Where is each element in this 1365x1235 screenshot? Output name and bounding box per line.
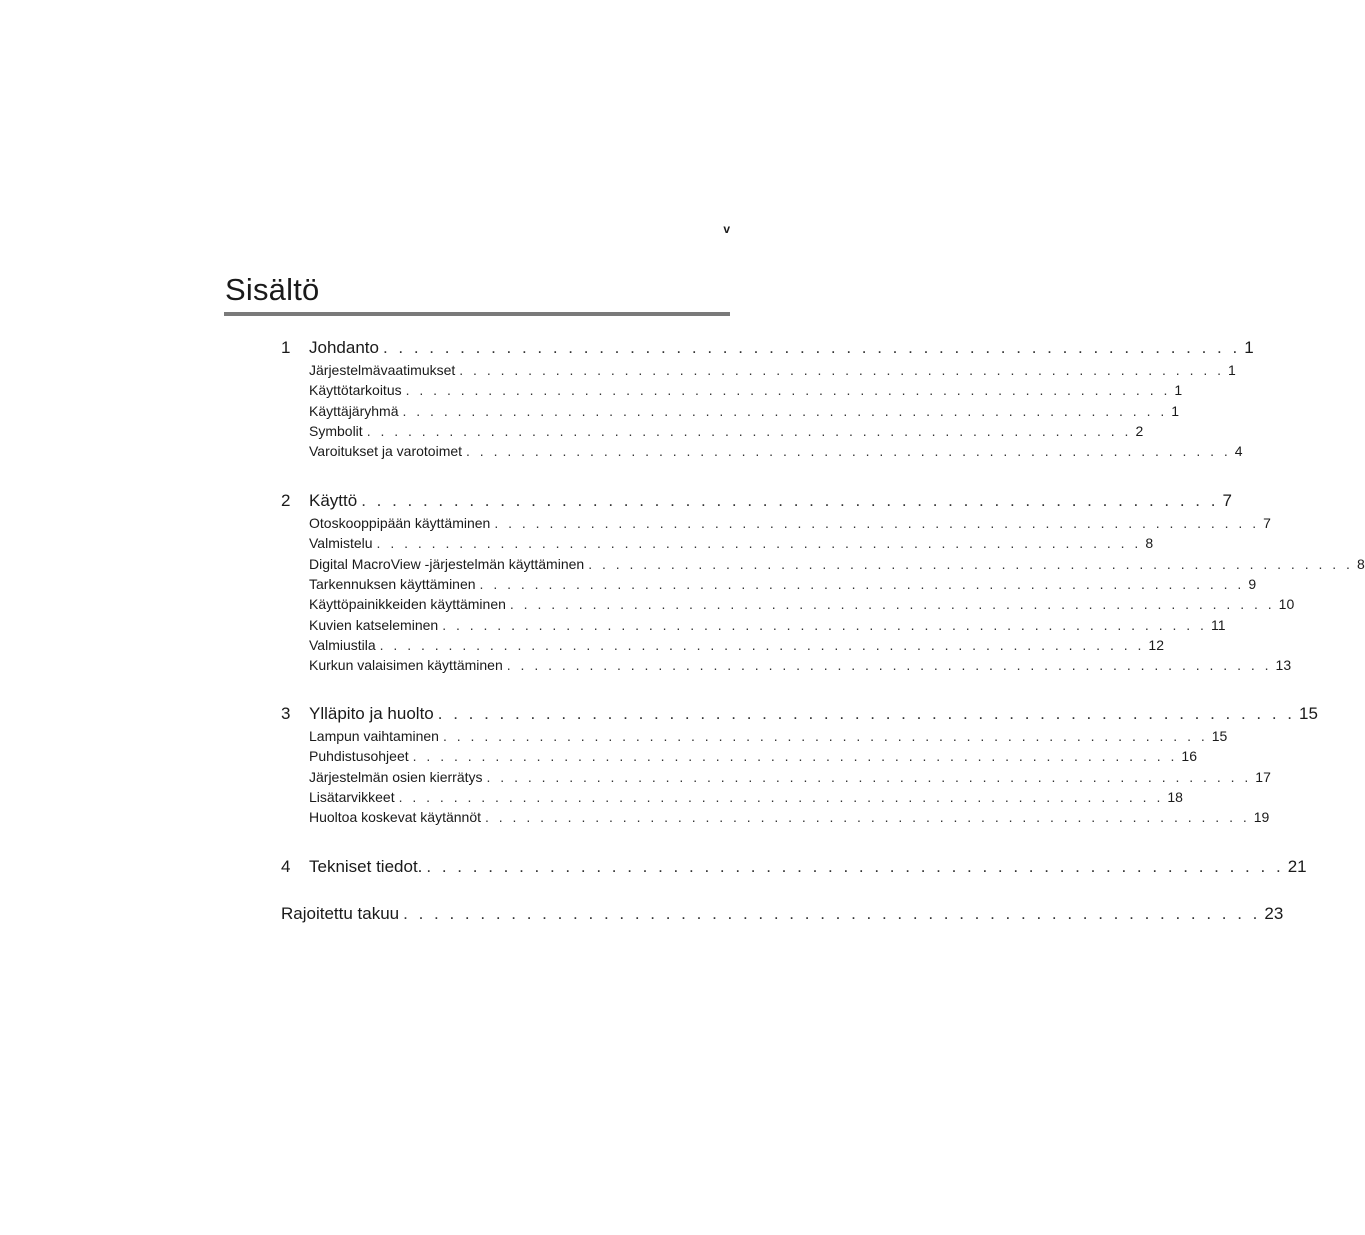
toc-item-page: 2 <box>1135 423 1144 439</box>
toc-item[interactable] <box>309 596 1295 615</box>
toc-dot-leader: . . . . . . . . . . . . . . . . . . . . . . . . . . . . . . . . . . . . . . . . . . . . . . . . . . . . . . . . <box>376 535 1142 551</box>
toc-chapter-title: Käyttö <box>309 491 358 510</box>
toc-dot-leader: . . . . . . . . . . . . . . . . . . . . . . . . . . . . . . . . . . . . . . . . . . . . . . . . . . . . . . . . <box>405 382 1171 398</box>
toc-chapter-page: 1 <box>1244 338 1254 357</box>
toc-item-page: 7 <box>1263 515 1271 531</box>
toc-dot-leader: . . . . . . . . . . . . . . . . . . . . . . . . . . . . . . . . . . . . . . . . . . . . . . . . . . . . . . . . <box>466 443 1231 459</box>
toc-item[interactable] <box>309 362 1236 381</box>
toc-dot-leader: . . . . . . . . . . . . . . . . . . . . . . . . . . . . . . . . . . . . . . . . . . . . . . . . . . . . . . . . <box>366 423 1132 439</box>
toc-dot-leader: . . . . . . . . . . . . . . . . . . . . . . . . . . . . . . . . . . . . . . . . . . . . . . . . . . . . . . . . <box>479 576 1245 592</box>
toc-item-page: 9 <box>1248 576 1257 592</box>
toc-item-page: 12 <box>1148 637 1164 653</box>
toc-item-title: Kuvien katseleminen <box>309 617 439 633</box>
toc-item-title: Järjestelmän osien kierrätys <box>309 769 483 785</box>
toc-item[interactable] <box>309 423 1144 442</box>
toc-chapter-number: 1 <box>281 338 291 357</box>
toc-item-page: 18 <box>1167 789 1183 805</box>
toc-item-page: 4 <box>1234 443 1243 459</box>
toc-dot-leader: . . . . . . . . . . . . . . . . . . . . . . . . . . . . . . . . . . . . . . . . . . . . . . . . . . . . . . . . <box>403 904 1261 923</box>
toc-chapter-number: 4 <box>281 857 291 876</box>
toc-item-page: 15 <box>1211 728 1228 744</box>
toc-item[interactable] <box>309 789 1183 808</box>
toc-dot-leader: . . . . . . . . . . . . . . . . . . . . . . . . . . . . . . . . . . . . . . . . . . . . . . . . . . . . . . . . <box>426 857 1284 876</box>
toc-item[interactable] <box>309 657 1292 676</box>
toc-item-title: Käyttöpainikkeiden käyttäminen <box>309 596 506 612</box>
toc-item[interactable] <box>309 515 1271 534</box>
toc-item[interactable] <box>309 748 1197 767</box>
toc-item-page: 19 <box>1253 809 1270 825</box>
toc-item-title: Lampun vaihtaminen <box>309 728 439 744</box>
toc-item-title: Otoskooppipään käyttäminen <box>309 515 491 531</box>
toc-dot-leader: . . . . . . . . . . . . . . . . . . . . . . . . . . . . . . . . . . . . . . . . . . . . . . . . . . . . . . . . <box>506 657 1272 673</box>
toc-item-page: 8 <box>1145 535 1154 551</box>
toc-item-title: Valmiustila <box>309 637 376 653</box>
toc-item-page: 17 <box>1255 769 1271 785</box>
toc-item-page: 1 <box>1228 362 1236 378</box>
toc-chapter-title: Johdanto <box>309 338 379 357</box>
toc-dot-leader: . . . . . . . . . . . . . . . . . . . . . . . . . . . . . . . . . . . . . . . . . . . . . . . . . . . . . . . . <box>494 515 1260 531</box>
toc-chapter-page: 21 <box>1287 857 1307 876</box>
toc-dot-leader: . . . . . . . . . . . . . . . . . . . . . . . . . . . . . . . . . . . . . . . . . . . . . . . . . . . . . . . . <box>588 556 1353 572</box>
page-title: Sisältö <box>225 272 320 307</box>
toc-dot-leader: . . . . . . . . . . . . . . . . . . . . . . . . . . . . . . . . . . . . . . . . . . . . . . . . . . . . . . . . <box>437 704 1296 723</box>
toc-chapter-page: 7 <box>1222 491 1232 510</box>
page-number: v <box>723 222 730 236</box>
toc-item-title: Huoltoa koskevat käytännöt <box>309 809 481 825</box>
toc-item[interactable] <box>309 576 1257 595</box>
toc-item-title: Varoitukset ja varotoimet <box>309 443 463 459</box>
toc-item-page: 1 <box>1174 382 1183 398</box>
toc-item[interactable] <box>309 535 1154 554</box>
toc-dot-leader: . . . . . . . . . . . . . . . . . . . . . . . . . . . . . . . . . . . . . . . . . . . . . . . . . . . . . . . . <box>442 617 1207 633</box>
toc-item-page: 11 <box>1210 617 1226 633</box>
toc-item[interactable] <box>309 443 1243 462</box>
toc-item-title: Symbolit <box>309 423 363 439</box>
title-rule <box>224 312 730 316</box>
toc-item-title: Tarkennuksen käyttäminen <box>309 576 476 592</box>
toc-dot-leader: . . . . . . . . . . . . . . . . . . . . . . . . . . . . . . . . . . . . . . . . . . . . . . . . . . . . . . . . <box>442 728 1208 744</box>
toc-dot-leader: . . . . . . . . . . . . . . . . . . . . . . . . . . . . . . . . . . . . . . . . . . . . . . . . . . . . . . . . <box>486 769 1252 785</box>
toc-chapter-page: 23 <box>1264 904 1284 923</box>
toc-dot-leader: . . . . . . . . . . . . . . . . . . . . . . . . . . . . . . . . . . . . . . . . . . . . . . . . . . . . . . . . <box>379 637 1145 653</box>
toc-dot-leader: . . . . . . . . . . . . . . . . . . . . . . . . . . . . . . . . . . . . . . . . . . . . . . . . . . . . . . . . <box>398 789 1164 805</box>
toc-chapter-title: Ylläpito ja huolto <box>309 704 434 723</box>
toc-chapter[interactable] <box>281 904 1284 926</box>
toc-item-title: Järjestelmävaatimukset <box>309 362 456 378</box>
toc-item[interactable] <box>309 403 1180 422</box>
toc-chapter-title: Tekniset tiedot. <box>309 857 423 876</box>
toc-item-title: Lisätarvikkeet <box>309 789 395 805</box>
toc-dot-leader: . . . . . . . . . . . . . . . . . . . . . . . . . . . . . . . . . . . . . . . . . . . . . . . . . . . . . . . . <box>382 338 1241 357</box>
toc-chapter[interactable] <box>281 338 1254 360</box>
toc-chapter-number: 3 <box>281 704 291 723</box>
toc-item[interactable] <box>309 728 1228 747</box>
toc-item-page: 1 <box>1171 403 1180 419</box>
toc-item[interactable] <box>309 617 1226 636</box>
toc-item-title: Digital MacroView -järjestelmän käyttäminen <box>309 556 585 572</box>
toc-chapter[interactable] <box>281 704 1318 726</box>
toc-item-title: Käyttötarkoitus <box>309 382 402 398</box>
toc-chapter-title: Rajoitettu takuu <box>281 904 400 923</box>
toc-item-page: 13 <box>1275 657 1292 673</box>
toc-item-page: 16 <box>1181 748 1197 764</box>
toc-item-title: Puhdistusohjeet <box>309 748 409 764</box>
toc-dot-leader: . . . . . . . . . . . . . . . . . . . . . . . . . . . . . . . . . . . . . . . . . . . . . . . . . . . . . . . . <box>459 362 1225 378</box>
toc-item-title: Valmistelu <box>309 535 373 551</box>
toc-dot-leader: . . . . . . . . . . . . . . . . . . . . . . . . . . . . . . . . . . . . . . . . . . . . . . . . . . . . . . . . <box>402 403 1168 419</box>
toc-dot-leader: . . . . . . . . . . . . . . . . . . . . . . . . . . . . . . . . . . . . . . . . . . . . . . . . . . . . . . . . <box>412 748 1178 764</box>
toc-dot-leader: . . . . . . . . . . . . . . . . . . . . . . . . . . . . . . . . . . . . . . . . . . . . . . . . . . . . . . . . <box>509 596 1275 612</box>
toc-chapter-page: 15 <box>1299 704 1318 723</box>
toc-item[interactable] <box>309 556 1365 575</box>
toc-item[interactable] <box>309 809 1270 828</box>
toc-item-title: Kurkun valaisimen käyttäminen <box>309 657 503 673</box>
toc-item[interactable] <box>309 769 1271 788</box>
toc-item-page: 8 <box>1356 556 1365 572</box>
toc-chapter[interactable] <box>281 491 1232 513</box>
toc-chapter[interactable] <box>281 857 1307 879</box>
toc-dot-leader: . . . . . . . . . . . . . . . . . . . . . . . . . . . . . . . . . . . . . . . . . . . . . . . . . . . . . . . . <box>485 809 1250 825</box>
toc-item-page: 10 <box>1278 596 1295 612</box>
toc-chapter-number: 2 <box>281 491 291 510</box>
toc-item[interactable] <box>309 382 1183 401</box>
toc-item[interactable] <box>309 637 1164 656</box>
toc-item-title: Käyttäjäryhmä <box>309 403 399 419</box>
toc-dot-leader: . . . . . . . . . . . . . . . . . . . . . . . . . . . . . . . . . . . . . . . . . . . . . . . . . . . . . . . . <box>361 491 1219 510</box>
